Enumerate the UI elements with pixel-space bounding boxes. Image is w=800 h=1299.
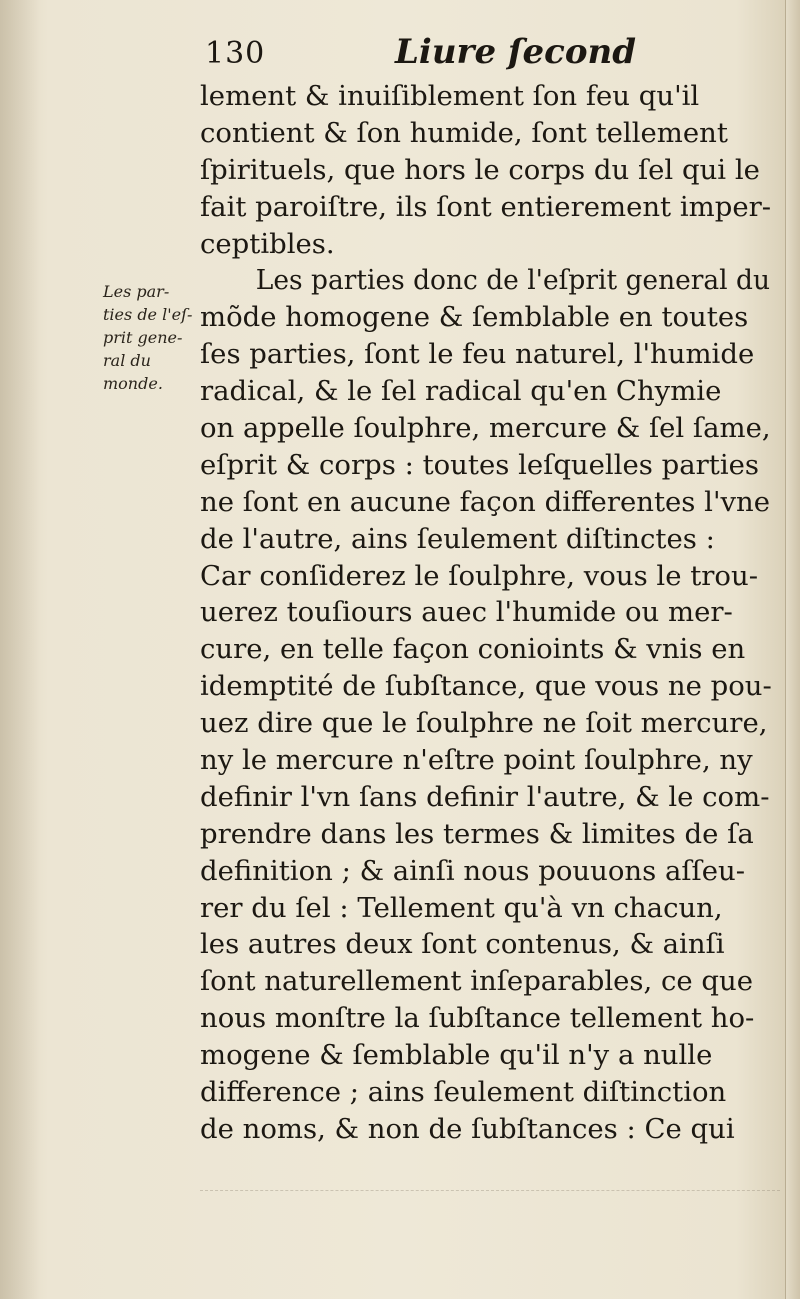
- text-line: definir l'vn ſans definir l'autre, & le com-: [200, 780, 770, 813]
- text-line: fait paroiſtre, ils ſont entierement imper-: [200, 190, 772, 223]
- text-line: cure, en telle façon conioints & vnis en: [200, 633, 746, 666]
- text-line: on appelle ſoulphre, mercure & ſel ſame,: [200, 412, 771, 445]
- page-edge: [785, 0, 800, 1299]
- text-line: ny le mercure n'eſtre point ſoulphre, ny: [200, 744, 753, 777]
- page-header: [205, 30, 765, 78]
- text-line: difference ; ains ſeulement diſtinction: [200, 1076, 727, 1109]
- text-line: ſpirituels, que hors le corps du ſel qui le: [200, 153, 760, 186]
- text-line: nous monſtre la ſubſtance tellement ho-: [200, 1002, 755, 1035]
- marginal-note-line: prit gene-: [103, 328, 183, 347]
- text-line: ſont naturellement inſeparables, ce que: [200, 965, 754, 998]
- text-line: contient & ſon humide, ſont tellement: [200, 116, 728, 149]
- text-line: Car conſiderez le ſoulphre, vous le trou-: [200, 559, 758, 592]
- spine-shadow: [0, 0, 40, 1299]
- text-line: mõde homogene & ſemblable en toutes: [200, 301, 749, 334]
- text-line: uez dire que le ſoulphre ne ſoit mercure,: [200, 707, 768, 740]
- page-number: 130: [205, 36, 266, 71]
- marginal-note: [103, 280, 213, 395]
- bleed-through-line: [200, 1190, 780, 1191]
- marginal-note-line: monde.: [103, 374, 163, 393]
- body-text: [200, 78, 775, 1148]
- text-line: rer du ſel : Tellement qu'à vn chacun,: [200, 891, 723, 924]
- text-line: Les parties donc de l'eſprit general du: [255, 264, 771, 297]
- text-line: eſprit & corps : toutes leſquelles parties: [200, 448, 760, 481]
- marginal-note-line: ral du: [103, 351, 151, 370]
- text-line: ſes parties, ſont le feu naturel, l'humide: [200, 338, 755, 371]
- text-line: definition ; & ainſi nous pouuons aſſeu-: [200, 854, 745, 887]
- text-line: ne ſont en aucune façon differentes l'vne: [200, 485, 771, 518]
- marginal-note-line: Les par-: [103, 282, 170, 301]
- text-line: mogene & ſemblable qu'il n'y a nulle: [200, 1039, 713, 1072]
- text-line: de noms, & non de ſubſtances : Ce qui: [200, 1112, 735, 1145]
- text-line: idemptité de ſubſtance, que vous ne pou-: [200, 670, 772, 703]
- running-title: Liure ſecond: [395, 32, 637, 72]
- marginal-note-line: ties de l'eſ-: [103, 305, 193, 324]
- text-line: de l'autre, ains ſeulement diſtinctes :: [200, 522, 715, 555]
- text-line: lement & inuiſiblement ſon feu qu'il: [200, 80, 700, 112]
- text-line: ceptibles.: [200, 227, 335, 260]
- text-line: les autres deux ſont contenus, & ainſi: [200, 928, 725, 961]
- text-line: uerez touſiours auec l'humide ou mer-: [200, 596, 733, 629]
- text-line: prendre dans les termes & limites de ſa: [200, 817, 754, 850]
- text-line: radical, & le ſel radical qu'en Chymie: [200, 375, 722, 408]
